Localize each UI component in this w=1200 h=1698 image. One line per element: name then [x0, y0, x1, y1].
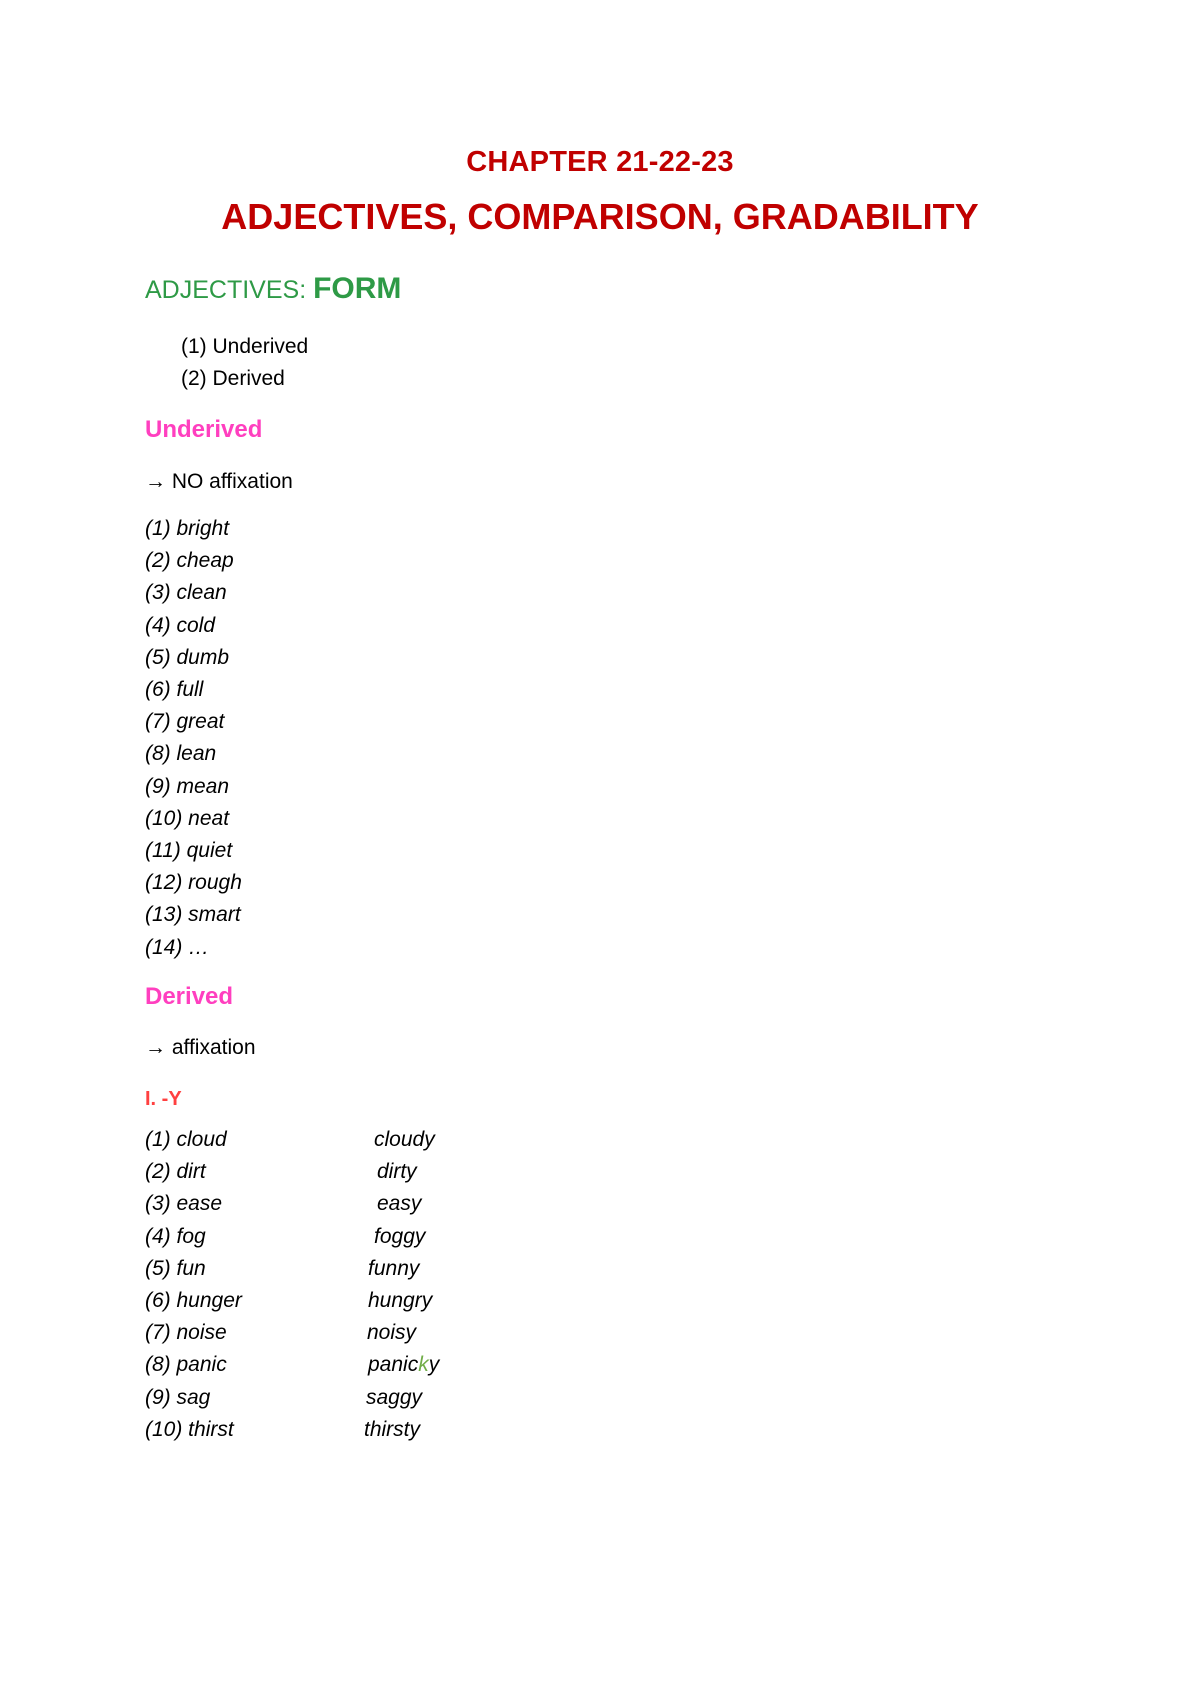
- base-word: (6) hunger: [145, 1288, 242, 1312]
- derived-word: foggy: [374, 1224, 426, 1248]
- list-item: (3) clean: [145, 581, 227, 605]
- derived-word-stem: panic: [368, 1353, 419, 1377]
- form-heading-prefix: ADJECTIVES:: [145, 276, 314, 304]
- derived-heading: Derived: [145, 983, 234, 1010]
- base-word: (1) cloud: [145, 1128, 227, 1151]
- base-word: (10) thirst: [145, 1417, 234, 1441]
- list-item: (13) smart: [145, 903, 241, 927]
- derived-word: saggy: [366, 1385, 423, 1409]
- derived-word: thirsty: [364, 1417, 421, 1441]
- underived-note: → NO affixation: [145, 470, 293, 493]
- list-item: (8) lean: [145, 742, 217, 766]
- base-word: (4) fog: [145, 1224, 206, 1248]
- chapter-label: CHAPTER 21-22-23: [466, 146, 734, 178]
- list-item: (2) Derived: [181, 367, 285, 390]
- derived-word: dirty: [377, 1160, 417, 1184]
- list-item: (6) full: [145, 678, 204, 702]
- list-item: (9) mean: [145, 774, 230, 798]
- highlighted-letter: k: [418, 1353, 429, 1377]
- derived-word-suffix: y: [428, 1353, 440, 1377]
- base-word: (2) dirt: [145, 1160, 206, 1184]
- base-word: (9) sag: [145, 1385, 211, 1409]
- derived-word: funny: [368, 1256, 420, 1280]
- form-heading: [145, 272, 401, 306]
- derived-note: → affixation: [145, 1036, 256, 1059]
- list-item: (7) great: [145, 710, 225, 734]
- list-item: (12) rough: [145, 871, 242, 895]
- base-word: (3) ease: [145, 1192, 223, 1216]
- list-item: (1) Underived: [181, 335, 309, 358]
- list-item: (14) …: [145, 935, 210, 959]
- derived-word: noisy: [367, 1321, 417, 1345]
- adjective-types-list: [181, 331, 308, 395]
- underived-list: [145, 513, 242, 964]
- page-title: ADJECTIVES, COMPARISON, GRADABILITY: [221, 196, 979, 237]
- base-word: (5) fun: [145, 1256, 206, 1280]
- list-item: (2) cheap: [145, 549, 234, 573]
- list-item: (4) cold: [145, 613, 216, 637]
- derived-word: easy: [377, 1192, 422, 1216]
- list-item: (10) neat: [145, 806, 230, 830]
- suffix-y-heading: I. -Y: [145, 1088, 182, 1110]
- list-item: (1) bright: [145, 517, 230, 540]
- list-item: (5) dumb: [145, 645, 230, 669]
- base-word: (7) noise: [145, 1321, 227, 1345]
- derived-word: [368, 1353, 439, 1377]
- base-word: (8) panic: [145, 1353, 227, 1377]
- underived-heading: Underived: [145, 416, 263, 443]
- derived-word: hungry: [368, 1288, 433, 1312]
- form-heading-emphasis: FORM: [313, 272, 402, 305]
- derived-word: cloudy: [374, 1128, 435, 1151]
- list-item: (11) quiet: [145, 839, 233, 863]
